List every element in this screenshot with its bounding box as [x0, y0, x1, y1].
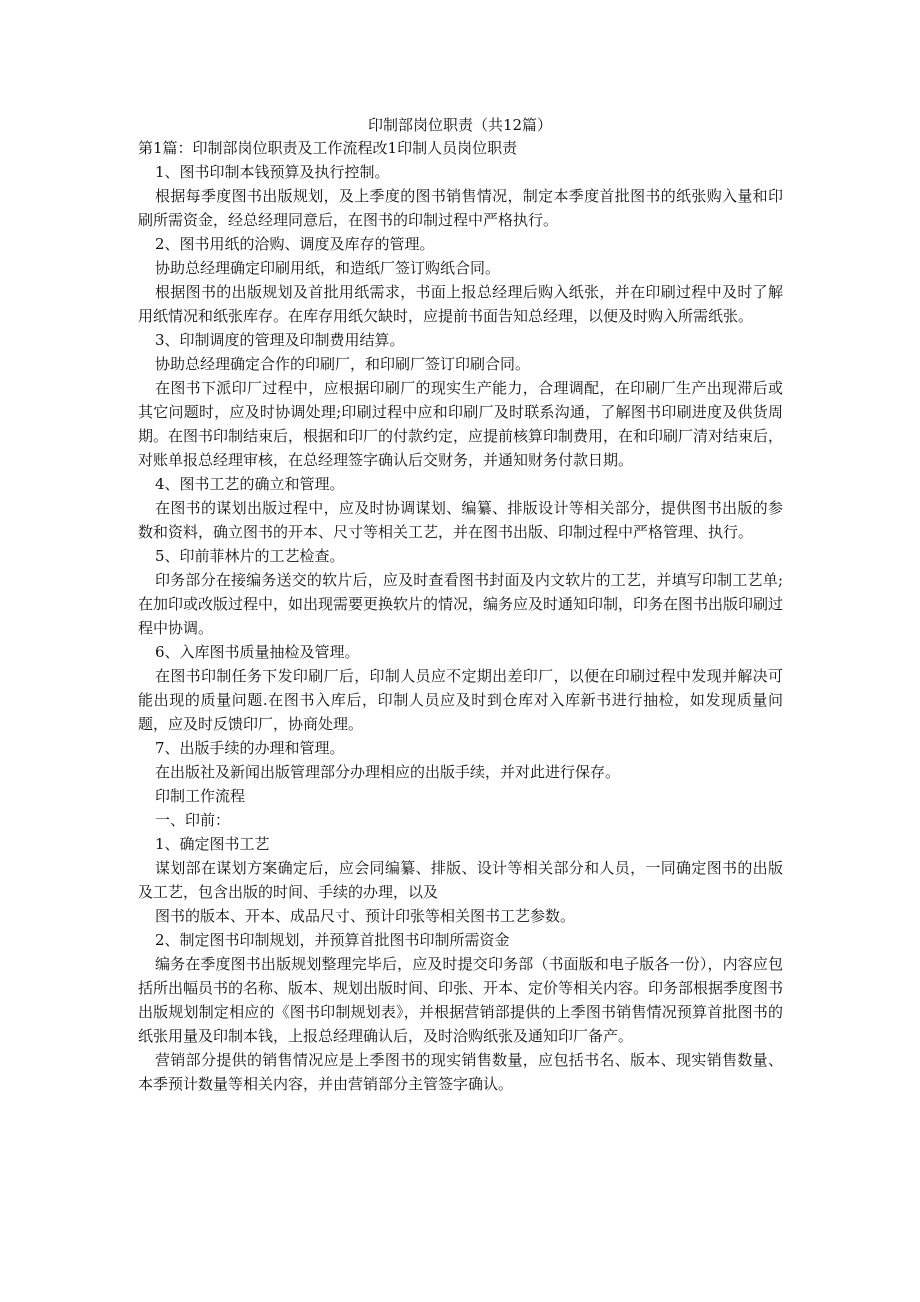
paragraph: 5、印前菲林片的工艺检查。: [155, 547, 345, 565]
document-body: [138, 136, 783, 1096]
paragraph: 编务在季度图书出版规划整理完毕后，应及时提交印务部（书面版和电子版各一份），内容应包括所出幅员书的名称、版本、规划出版时间、印张、开本、定价等相关内容。印务部根据季度图书出版规划制定相应的《图书印制规划表》，并根据营销部提供的上季图书销售情况预算首批图书的纸张用量及印制本钱，上报总经理确认后，及时洽购纸张及通知印厂备产。: [138, 955, 784, 1045]
paragraph: 1、图书印制本钱预算及执行控制。: [155, 163, 390, 181]
paragraph: 7、出版手续的办理和管理。: [155, 739, 345, 757]
paragraph: 印制工作流程: [155, 787, 246, 805]
paragraph: 协助总经理确定印刷用纸，和造纸厂签订购纸合同。: [155, 259, 501, 277]
paragraph: 谋划部在谋划方案确定后，应会同编纂、排版、设计等相关部分和人员，一同确定图书的出版及工艺，包含出版的时间、手续的办理，以及: [138, 859, 783, 901]
document-title: 印制部岗位职责（共12篇）: [367, 116, 553, 134]
paragraph: 在图书的谋划出版过程中，应及时协调谋划、编纂、排版设计等相关部分，提供图书出版的参数和资料，确立图书的开本、尺寸等相关工艺，并在图书出版、印制过程中严格管理、执行。: [138, 499, 783, 541]
paragraph: 图书的版本、开本、成品尺寸、预计印张等相关图书工艺参数。: [155, 907, 576, 925]
paragraph: 在图书印制任务下发印刷厂后，印制人员应不定期出差印厂，以便在印刷过程中发现并解决可能出现的质量问题.在图书入库后，印制人员应及时到仓库对入库新书进行抽检，如发现质量问题，应及时反馈印厂，协商处理。: [138, 667, 783, 733]
paragraph: 根据每季度图书出版规划，及上季度的图书销售情况，制定本季度首批图书的纸张购入量和印刷所需资金，经总经理同意后，在图书的印制过程中严格执行。: [138, 187, 783, 229]
paragraph: 3、印制调度的管理及印制费用结算。: [155, 331, 405, 349]
paragraph: 一、印前：: [155, 811, 231, 829]
paragraph: 根据图书的出版规划及首批用纸需求，书面上报总经理后购入纸张，并在印刷过程中及时了解用纸情况和纸张库存。在库存用纸欠缺时，应提前书面告知总经理，以便及时购入所需纸张。: [138, 283, 783, 325]
paragraph: 2、制定图书印制规划，并预算首批图书印制所需资金: [155, 931, 510, 949]
paragraph: 6、入库图书质量抽检及管理。: [155, 643, 360, 661]
paragraph: 协助总经理确定合作的印刷厂，和印刷厂签订印刷合同。: [155, 355, 531, 373]
paragraph: 4、图书工艺的确立和管理。: [155, 475, 345, 493]
paragraph: 第1篇：印制部岗位职责及工作流程改1印制人员岗位职责: [138, 139, 518, 157]
paragraph: 在出版社及新闻出版管理部分办理相应的出版手续，并对此进行保存。: [155, 763, 621, 781]
paragraph: 在图书下派印厂过程中，应根据印刷厂的现实生产能力，合理调配，在印刷厂生产出现滞后或其它问题时，应及时协调处理;印刷过程中应和印刷厂及时联系沟通，了解图书印刷进度及供货周期。在图书印制结束后，根据和印厂的付款约定，应提前核算印制费用，在和印刷厂清对结束后，对账单报总经理审核，在总经理签字确认后交财务，并通知财务付款日期。: [138, 379, 784, 469]
paragraph: 2、图书用纸的洽购、调度及库存的管理。: [155, 235, 435, 253]
paragraph: 营销部分提供的销售情况应是上季图书的现实销售数量，应包括书名、版本、现实销售数量、本季预计数量等相关内容，并由营销部分主管签字确认。: [138, 1051, 783, 1093]
paragraph: 印务部分在接编务送交的软片后，应及时查看图书封面及内文软片的工艺，并填写印制工艺单;在加印或改版过程中，如出现需要更换软片的情况，编务应及时通知印制，印务在图书出版印刷过程中协调。: [138, 571, 784, 637]
paragraph: 1、确定图书工艺: [155, 835, 270, 853]
